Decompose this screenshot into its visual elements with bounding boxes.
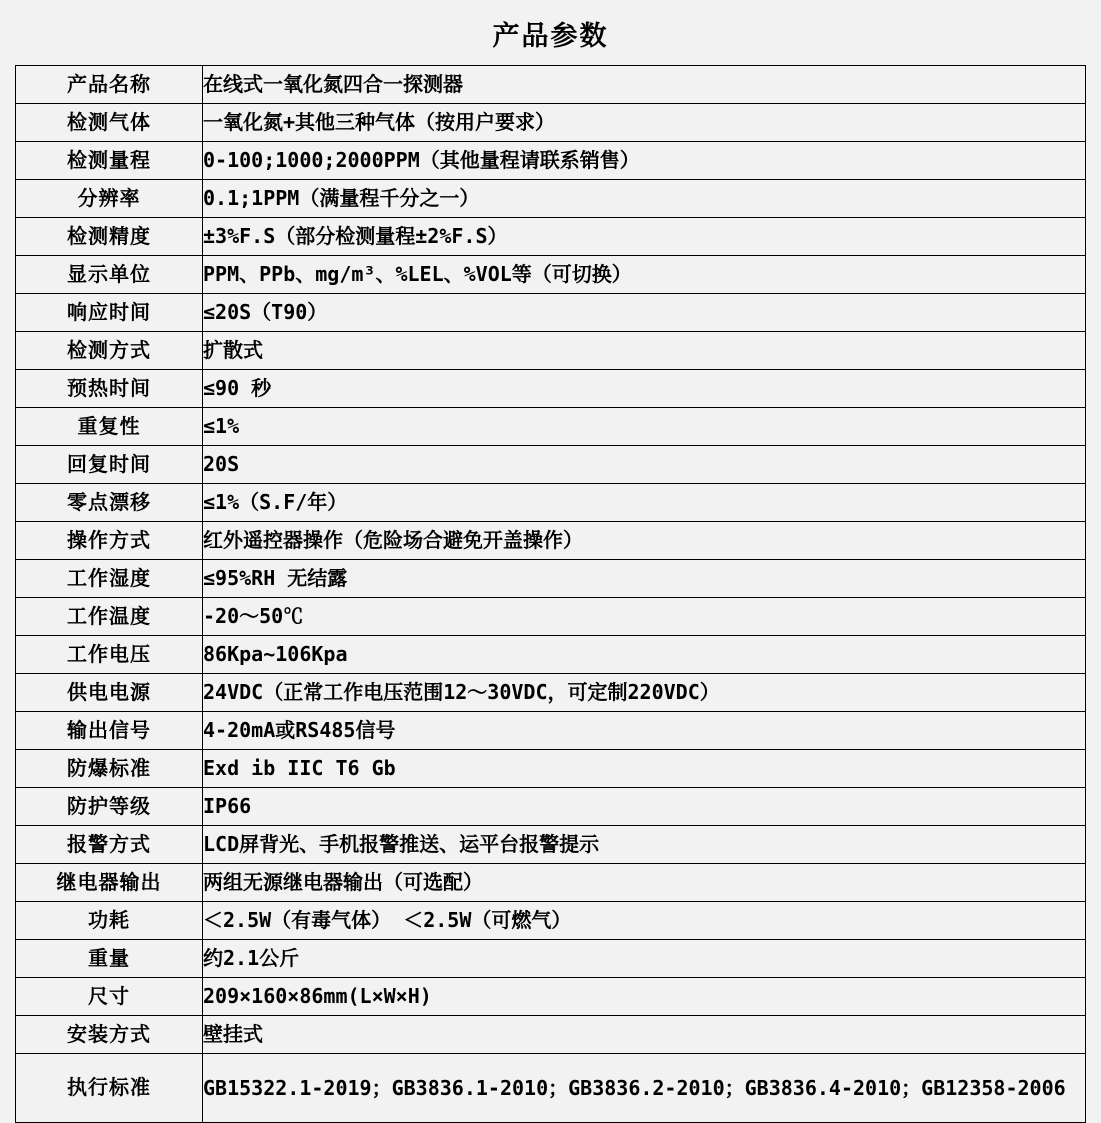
product-spec-table [15,65,1086,1123]
row-label-product-name: 产品名称 [16,66,203,104]
table-row [16,142,1086,180]
row-label-response-time: 响应时间 [16,294,203,332]
row-label-dimensions: 尺寸 [16,978,203,1016]
row-label-display-unit: 显示单位 [16,256,203,294]
table-row [16,446,1086,484]
row-value-relay-output: 两组无源继电器输出（可选配） [203,864,1086,902]
row-value-detection-method: 扩散式 [203,332,1086,370]
row-label-resolution: 分辨率 [16,180,203,218]
row-label-working-temperature: 工作温度 [16,598,203,636]
row-value-product-name: 在线式一氧化氮四合一探测器 [203,66,1086,104]
row-value-working-pressure: 86Kpa~106Kpa [203,636,1086,674]
row-label-preheat-time: 预热时间 [16,370,203,408]
row-value-preheat-time: ≤90 秒 [203,370,1086,408]
table-row [16,598,1086,636]
table-row [16,104,1086,142]
table-row [16,1016,1086,1054]
table-row [16,484,1086,522]
row-value-alarm-method: LCD屏背光、手机报警推送、运平台报警提示 [203,826,1086,864]
table-row [16,674,1086,712]
row-label-accuracy: 检测精度 [16,218,203,256]
row-value-weight: 约2.1公斤 [203,940,1086,978]
table-row [16,826,1086,864]
table-row [16,370,1086,408]
table-row [16,750,1086,788]
table-row [16,636,1086,674]
row-value-recovery-time: 20S [203,446,1086,484]
table-row [16,294,1086,332]
row-label-working-pressure: 工作电压 [16,636,203,674]
table-body [16,66,1086,1123]
row-value-dimensions: 209×160×86mm(L×W×H) [203,978,1086,1016]
table-row [16,332,1086,370]
row-value-detected-gas: 一氧化氮+其他三种气体（按用户要求） [203,104,1086,142]
row-label-relay-output: 继电器输出 [16,864,203,902]
row-value-accuracy: ±3%F.S（部分检测量程±2%F.S） [203,218,1086,256]
row-value-operation-method: 红外遥控器操作（危险场合避免开盖操作） [203,522,1086,560]
table-row [16,902,1086,940]
row-value-working-temperature: -20～50℃ [203,598,1086,636]
page-title: 产品参数 [492,21,609,51]
row-label-power-consumption: 功耗 [16,902,203,940]
table-row [16,1054,1086,1123]
table-row [16,864,1086,902]
row-label-detected-gas: 检测气体 [16,104,203,142]
row-label-repeatability: 重复性 [16,408,203,446]
row-label-output-signal: 输出信号 [16,712,203,750]
row-value-installation: 壁挂式 [203,1016,1086,1054]
row-label-detection-method: 检测方式 [16,332,203,370]
row-value-protection-grade: IP66 [203,788,1086,826]
row-label-protection-grade: 防护等级 [16,788,203,826]
row-label-operation-method: 操作方式 [16,522,203,560]
table-row [16,218,1086,256]
row-label-standards: 执行标准 [16,1054,203,1123]
table-row [16,712,1086,750]
table-row [16,978,1086,1016]
row-value-response-time: ≤20S（T90） [203,294,1086,332]
row-label-alarm-method: 报警方式 [16,826,203,864]
table-row [16,560,1086,598]
row-value-explosion-proof: Exd ib IIC T6 Gb [203,750,1086,788]
row-value-power-supply: 24VDC（正常工作电压范围12～30VDC，可定制220VDC） [203,674,1086,712]
row-value-working-humidity: ≤95%RH 无结露 [203,560,1086,598]
table-row [16,788,1086,826]
table-row [16,66,1086,104]
row-label-range: 检测量程 [16,142,203,180]
table-row [16,408,1086,446]
row-value-range: 0-100;1000;2000PPM（其他量程请联系销售） [203,142,1086,180]
row-label-working-humidity: 工作湿度 [16,560,203,598]
row-value-display-unit: PPM、PPb、mg/m³、%LEL、%VOL等（可切换） [203,256,1086,294]
table-row [16,256,1086,294]
row-value-zero-drift: ≤1%（S.F/年） [203,484,1086,522]
row-value-standards: GB15322.1-2019；GB3836.1-2010；GB3836.2-2010；GB3836.4-2010；GB12358-2006 [203,1054,1086,1123]
row-value-repeatability: ≤1% [203,408,1086,446]
table-row [16,522,1086,560]
row-label-recovery-time: 回复时间 [16,446,203,484]
row-value-power-consumption: ＜2.5W（有毒气体） ＜2.5W（可燃气） [203,902,1086,940]
row-label-zero-drift: 零点漂移 [16,484,203,522]
row-label-power-supply: 供电电源 [16,674,203,712]
table-row [16,180,1086,218]
row-value-output-signal: 4-20mA或RS485信号 [203,712,1086,750]
row-label-installation: 安装方式 [16,1016,203,1054]
row-value-resolution: 0.1;1PPM（满量程千分之一） [203,180,1086,218]
table-row [16,940,1086,978]
row-label-explosion-proof: 防爆标准 [16,750,203,788]
row-label-weight: 重量 [16,940,203,978]
